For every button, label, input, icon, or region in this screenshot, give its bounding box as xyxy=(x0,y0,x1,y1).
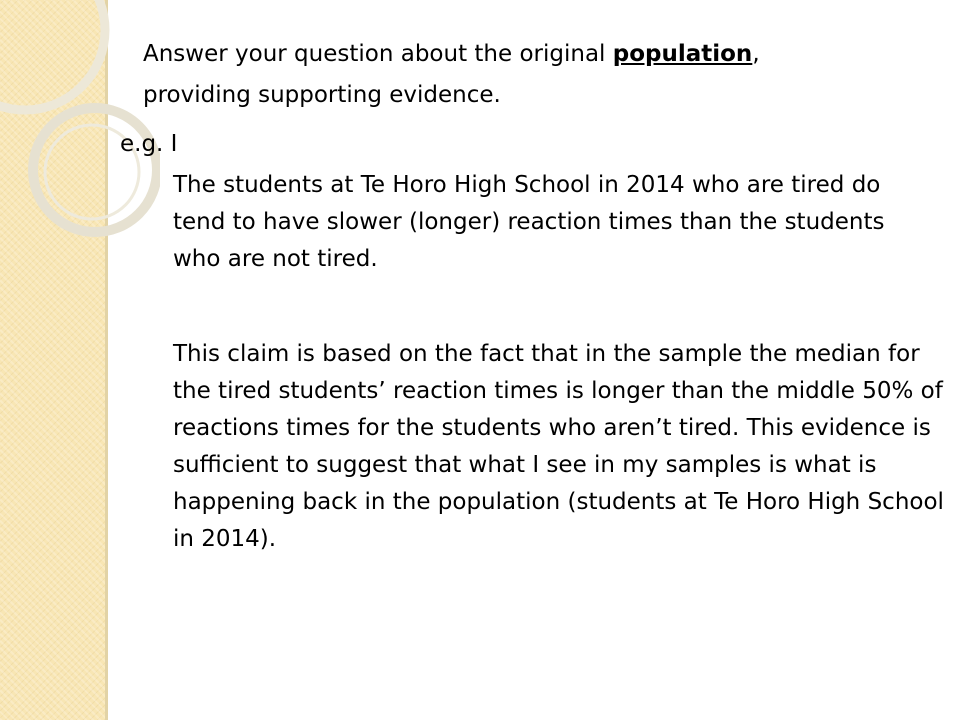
population-keyword: population xyxy=(612,41,753,67)
conclusion-paragraph: The students at Te Horo High School in 2014 who are tired do tend to have slower (longer) reaction times than the students who are not tired. xyxy=(173,172,885,272)
evidence-paragraph: This claim is based on the fact that in the sample the median for the tired students’ reaction times is longer than the middle 50% of reactions times for the students who aren’t tired. This evidence is sufficient to suggest that what I see in my samples is what is happening back in the population (students at Te Horo High School in 2014). xyxy=(173,341,944,552)
heading-line-2: providing supporting evidence. xyxy=(143,82,501,108)
example-label: e.g. I xyxy=(120,131,178,157)
heading-line-1 xyxy=(143,36,760,73)
heading-comma: , xyxy=(752,41,760,67)
heading-text: Answer your question about the original xyxy=(143,41,613,67)
